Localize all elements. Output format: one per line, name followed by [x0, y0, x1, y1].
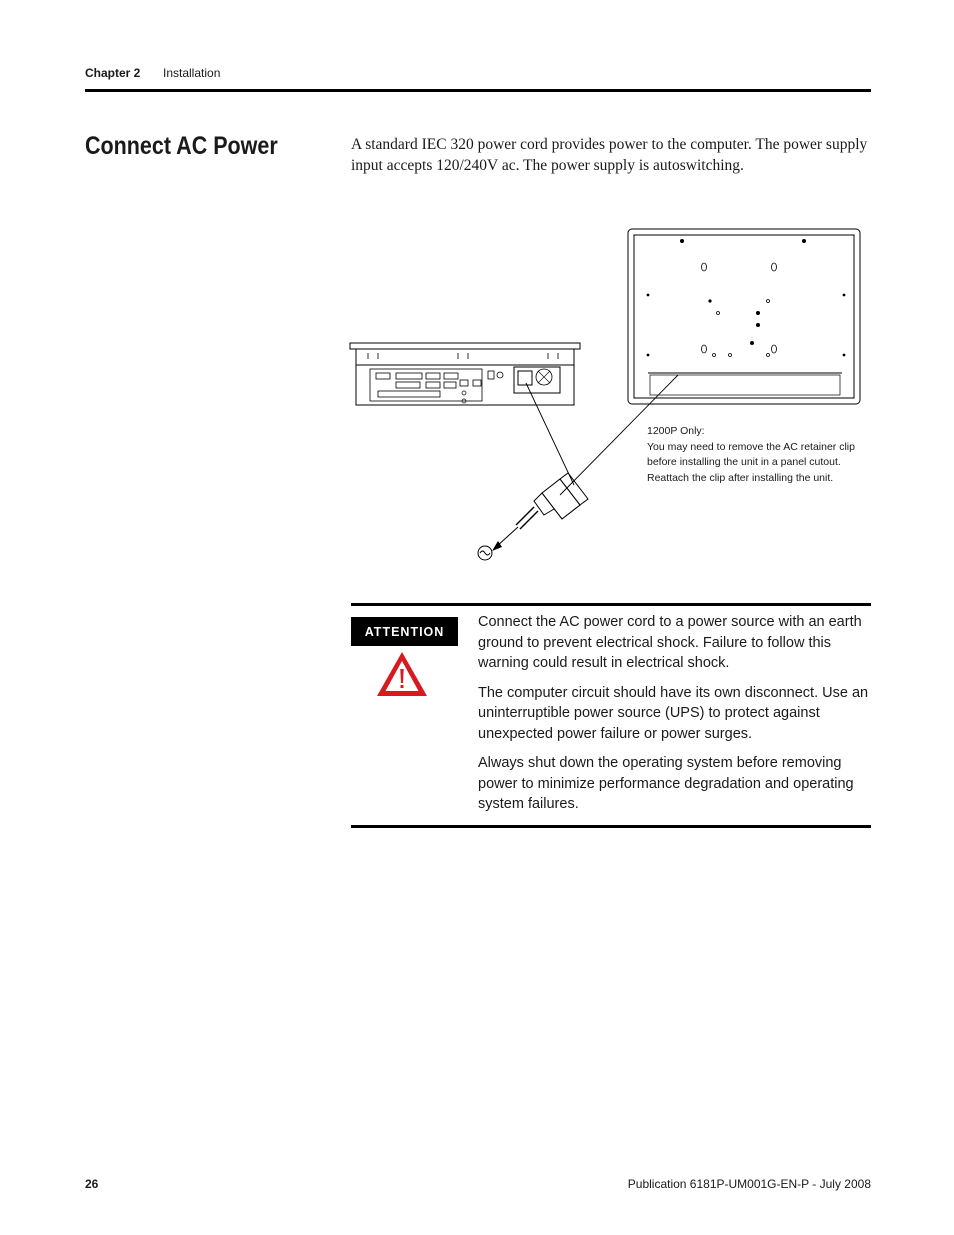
page-number: 26: [85, 1177, 99, 1191]
figure-note-line: Reattach the clip after installing the unit.: [647, 471, 834, 484]
page-title: Connect AC Power: [85, 132, 278, 160]
attention-body: [478, 612, 870, 824]
computer-rear-view: [628, 229, 860, 404]
figure-note-line: 1200P Only:: [647, 425, 705, 437]
figure-note-line: You may need to remove the AC retainer clip: [647, 440, 855, 453]
attention-badge: ATTENTION: [351, 617, 458, 646]
attention-paragraph: Always shut down the operating system before removing power to minimize performance degradation and operating system failures.: [478, 755, 854, 812]
intro-paragraph: A standard IEC 320 power cord provides power to the computer. The power supply input accepts 120/240V ac. The power supply is autoswitching.: [351, 136, 868, 174]
warning-triangle-icon: [375, 650, 429, 698]
page-header: [85, 66, 221, 80]
header-rule: [85, 89, 871, 92]
figure-note-line: before installing the unit in a panel cutout.: [647, 456, 841, 468]
ac-source-icon: [478, 546, 492, 560]
chapter-label: Chapter 2: [85, 66, 141, 80]
figure-note: [647, 424, 877, 486]
attention-paragraph: The computer circuit should have its own disconnect. Use an uninterruptible power source (UPS) to protect against unexpected power failure or power surges.: [478, 684, 869, 742]
section-label: Installation: [163, 66, 221, 80]
attention-rule-top: [351, 603, 871, 606]
power-connection-diagram: [348, 225, 868, 570]
attention-paragraph: Connect the AC power cord to a power source with an earth ground to prevent electrical shock. Failure to follow this warning could result in electrical shock.: [478, 614, 862, 671]
computer-side-view: [350, 343, 580, 405]
publication-id: Publication 6181P-UM001G-EN-P - July 2008: [627, 1177, 871, 1191]
attention-rule-bottom: [351, 825, 871, 828]
